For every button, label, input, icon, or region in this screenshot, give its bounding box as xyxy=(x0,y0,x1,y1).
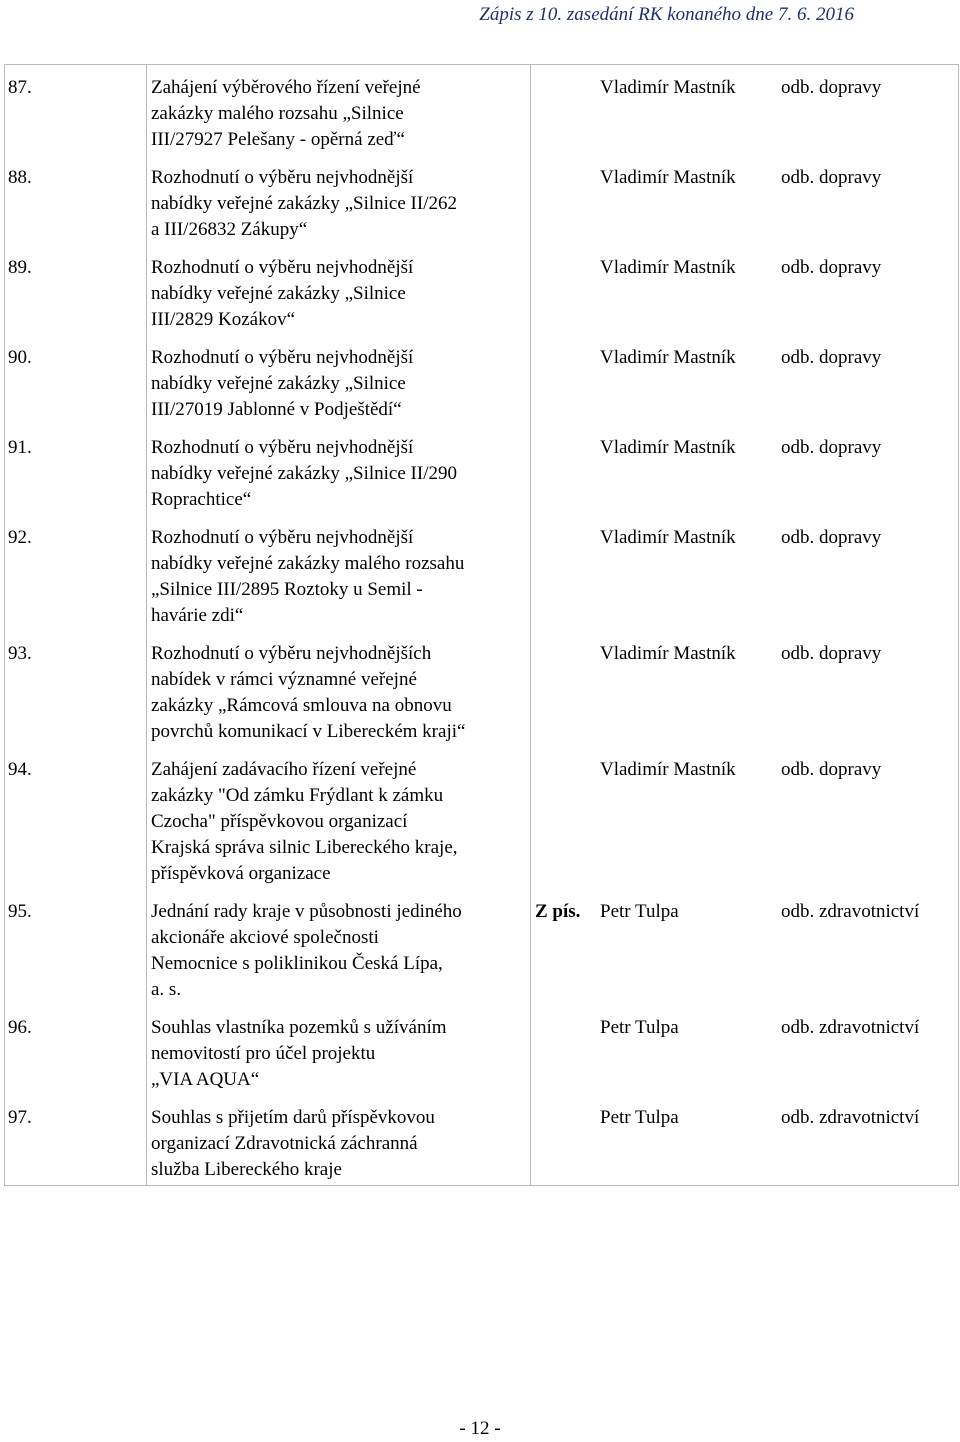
item-number: 89. xyxy=(8,257,32,278)
item-title xyxy=(151,1105,526,1183)
item-department: odb. dopravy xyxy=(781,257,882,278)
item-department: odb. zdravotnictví xyxy=(781,901,920,922)
item-title-line: „Silnice III/2895 Roztoky u Semil - xyxy=(151,579,423,600)
item-title-line: Czocha" příspěvkovou organizací xyxy=(151,811,408,832)
item-title-line: nabídky veřejné zakázky malého rozsahu xyxy=(151,553,465,574)
item-department: odb. dopravy xyxy=(781,759,882,780)
item-mark: Z pís. xyxy=(535,901,581,922)
item-number: 93. xyxy=(8,643,32,664)
item-title-line: služba Libereckého kraje xyxy=(151,1159,342,1180)
item-person: Petr Tulpa xyxy=(600,901,679,922)
item-department: odb. dopravy xyxy=(781,643,882,664)
item-title xyxy=(151,165,526,243)
item-person: Vladimír Mastník xyxy=(600,167,736,188)
item-person: Petr Tulpa xyxy=(600,1017,679,1038)
item-number: 95. xyxy=(8,901,32,922)
item-title-line: havárie zdi“ xyxy=(151,605,244,626)
item-title-line: zakázky "Od zámku Frýdlant k zámku xyxy=(151,785,444,806)
item-title xyxy=(151,1015,526,1093)
item-title-line: Souhlas vlastníka pozemků s užíváním xyxy=(151,1017,447,1038)
item-title xyxy=(151,345,526,423)
item-title-line: zakázky „Rámcová smlouva na obnovu xyxy=(151,695,452,716)
item-department: odb. dopravy xyxy=(781,347,882,368)
item-title-line: nabídky veřejné zakázky „Silnice II/290 xyxy=(151,463,457,484)
item-number: 97. xyxy=(8,1107,32,1128)
item-title xyxy=(151,435,526,513)
item-number: 91. xyxy=(8,437,32,458)
item-number: 90. xyxy=(8,347,32,368)
item-title-line: povrchů komunikací v Libereckém kraji“ xyxy=(151,721,466,742)
item-title-line: III/27927 Pelešany - opěrná zeď“ xyxy=(151,129,405,150)
item-title-line: Rozhodnutí o výběru nejvhodnější xyxy=(151,437,414,458)
item-person: Vladimír Mastník xyxy=(600,527,736,548)
item-person: Petr Tulpa xyxy=(600,1107,679,1128)
item-department: odb. dopravy xyxy=(781,77,882,98)
item-title-line: a III/26832 Zákupy“ xyxy=(151,219,308,240)
item-title-line: nabídky veřejné zakázky „Silnice xyxy=(151,283,406,304)
item-title-line: nabídky veřejné zakázky „Silnice xyxy=(151,373,406,394)
item-number: 92. xyxy=(8,527,32,548)
item-title-line: Rozhodnutí o výběru nejvhodnější xyxy=(151,167,414,188)
item-title-line: Zahájení výběrového řízení veřejné xyxy=(151,77,421,98)
item-title-line: Nemocnice s poliklinikou Česká Lípa, xyxy=(151,953,443,974)
item-title-line: III/2829 Kozákov“ xyxy=(151,309,296,330)
agenda-table xyxy=(4,64,959,1186)
item-title-line: Zahájení zadávacího řízení veřejné xyxy=(151,759,417,780)
item-title-line: Rozhodnutí o výběru nejvhodnější xyxy=(151,347,414,368)
item-title-line: III/27019 Jablonné v Podještědí“ xyxy=(151,399,402,420)
item-title-line: Rozhodnutí o výběru nejvhodnější xyxy=(151,527,414,548)
item-person: Vladimír Mastník xyxy=(600,759,736,780)
item-title xyxy=(151,757,526,887)
column-divider xyxy=(146,64,147,1186)
column-divider xyxy=(530,64,531,1186)
item-title-line: příspěvková organizace xyxy=(151,863,331,884)
item-person: Vladimír Mastník xyxy=(600,437,736,458)
item-title xyxy=(151,641,526,745)
item-number: 87. xyxy=(8,77,32,98)
item-person: Vladimír Mastník xyxy=(600,643,736,664)
item-title-line: nabídek v rámci významné veřejné xyxy=(151,669,417,690)
item-department: odb. zdravotnictví xyxy=(781,1017,920,1038)
item-title-line: zakázky malého rozsahu „Silnice xyxy=(151,103,404,124)
item-title xyxy=(151,525,526,629)
item-title-line: nabídky veřejné zakázky „Silnice II/262 xyxy=(151,193,457,214)
item-person: Vladimír Mastník xyxy=(600,77,736,98)
item-department: odb. dopravy xyxy=(781,167,882,188)
item-title-line: Krajská správa silnic Libereckého kraje, xyxy=(151,837,458,858)
item-department: odb. dopravy xyxy=(781,437,882,458)
item-title-line: organizací Zdravotnická záchranná xyxy=(151,1133,418,1154)
item-title-line: nemovitostí pro účel projektu xyxy=(151,1043,376,1064)
item-title xyxy=(151,899,526,1003)
item-title-line: Jednání rady kraje v působnosti jediného xyxy=(151,901,462,922)
page-header: Zápis z 10. zasedání RK konaného dne 7. 6. 2016 xyxy=(479,4,854,25)
item-title-line: „VIA AQUA“ xyxy=(151,1069,260,1090)
item-title-line: Rozhodnutí o výběru nejvhodnější xyxy=(151,257,414,278)
item-person: Vladimír Mastník xyxy=(600,257,736,278)
item-person: Vladimír Mastník xyxy=(600,347,736,368)
item-number: 94. xyxy=(8,759,32,780)
page-number: - 12 - xyxy=(459,1418,501,1439)
item-title-line: Roprachtice“ xyxy=(151,489,252,510)
item-title-line: akcionáře akciové společnosti xyxy=(151,927,379,948)
item-number: 88. xyxy=(8,167,32,188)
item-title xyxy=(151,75,526,153)
item-department: odb. dopravy xyxy=(781,527,882,548)
item-title-line: Souhlas s přijetím darů příspěvkovou xyxy=(151,1107,435,1128)
item-department: odb. zdravotnictví xyxy=(781,1107,920,1128)
item-title-line: Rozhodnutí o výběru nejvhodnějších xyxy=(151,643,432,664)
item-title-line: a. s. xyxy=(151,979,182,1000)
item-number: 96. xyxy=(8,1017,32,1038)
item-title xyxy=(151,255,526,333)
